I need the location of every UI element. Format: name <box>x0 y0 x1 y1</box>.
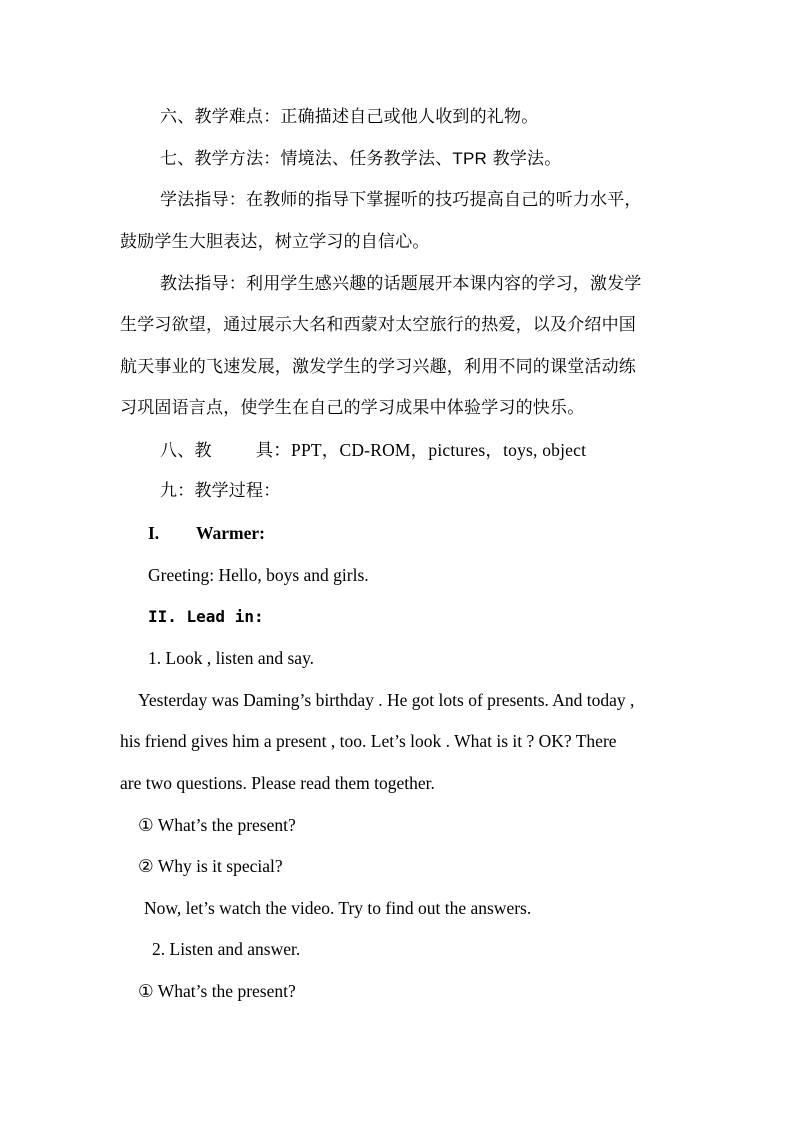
paragraph-line2: his friend gives him a present , too. Let’s look . What is it ? OK? There <box>120 731 617 751</box>
item-listen-answer: 2. Listen and answer. <box>152 939 301 959</box>
teach-guide-line2: 生学习欲望，通过展示大名和西蒙对太空旅行的热爱，以及介绍中国 <box>120 315 636 335</box>
greeting-line: Greeting: Hello, boys and girls. <box>148 565 369 585</box>
section-difficulty: 六、教学难点：正确描述自己或他人收到的礼物。 <box>160 107 539 127</box>
question-2: ② Why is it special? <box>138 856 283 876</box>
section-tools <box>160 439 586 462</box>
teach-guide-line4: 习巩固语言点，使学生在自己的学习成果中体验学习的快乐。 <box>120 398 585 418</box>
teach-guide-line1: 教法指导：利用学生感兴趣的话题展开本课内容的学习，激发学 <box>160 274 642 294</box>
step-warmer-number: I. <box>148 523 160 543</box>
section-methods-prefix: 七、教学方法：情境法、任务教学法、 <box>160 149 453 169</box>
item-look-listen-say: 1. Look , listen and say. <box>148 648 315 668</box>
question-3: ① What’s the present? <box>138 981 296 1001</box>
study-guide-line2: 鼓励学生大胆表达，树立学习的自信心。 <box>120 232 430 252</box>
step-warmer <box>148 522 265 544</box>
step-warmer-title: Warmer: <box>196 523 265 543</box>
question-1: ① What’s the present? <box>138 815 296 835</box>
section-methods-tpr: TPR <box>452 149 488 168</box>
section-methods <box>160 148 561 170</box>
section-process: 九：教学过程： <box>160 481 281 501</box>
section-tools-label-b: 具：PPT，CD-ROM，pictures，toys, object <box>255 440 587 460</box>
section-tools-label-a: 八、教 <box>160 441 212 461</box>
teach-guide-line3: 航天事业的飞速发展，激发学生的学习兴趣，利用不同的课堂活动练 <box>120 357 636 377</box>
section-methods-suffix: 教学法。 <box>487 149 562 169</box>
paragraph-line3: are two questions. Please read them together. <box>120 773 435 793</box>
study-guide-line1: 学法指导：在教师的指导下掌握听的技巧提高自己的听力水平， <box>160 190 642 210</box>
step-lead-in: II. Lead in: <box>148 607 264 626</box>
paragraph-line1: Yesterday was Daming’s birthday . He got lots of presents. And today , <box>138 690 635 710</box>
watch-instruction: Now, let’s watch the video. Try to find out the answers. <box>144 898 532 918</box>
